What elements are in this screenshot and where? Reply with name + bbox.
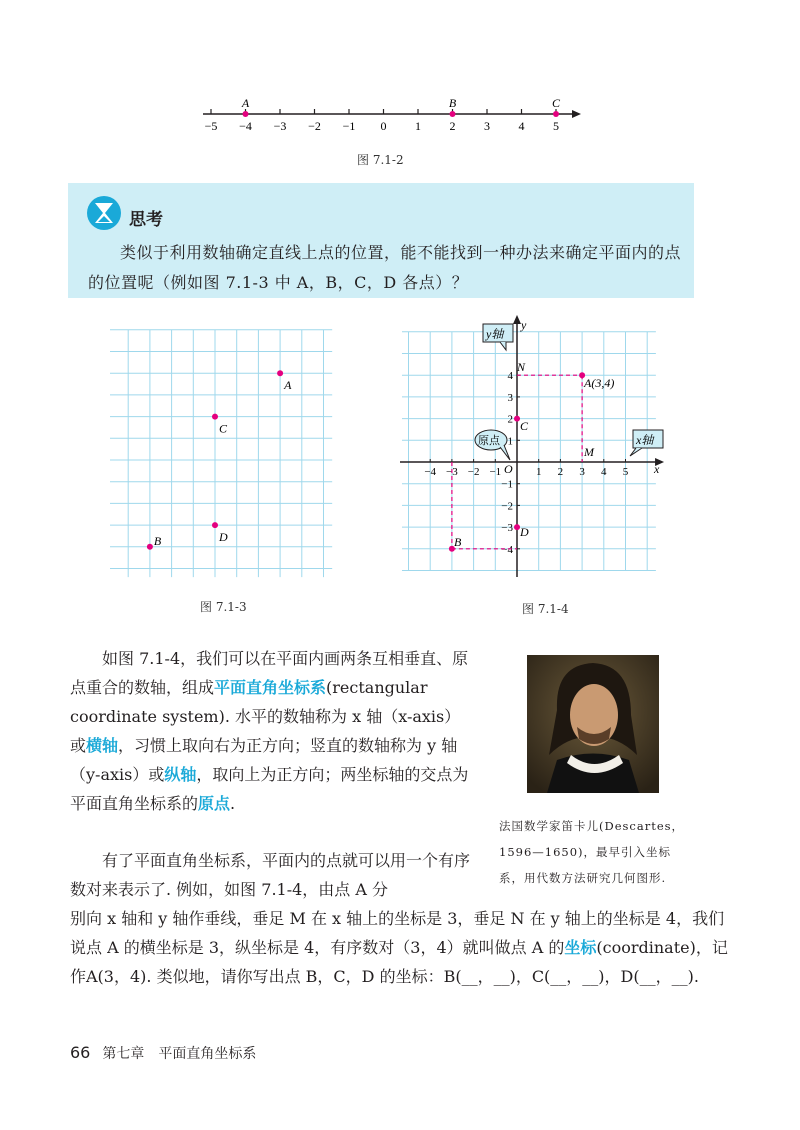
point-B	[450, 111, 456, 117]
point-C	[212, 414, 218, 420]
think-text: 类似于利用数轴确定直线上点的位置，能不能找到一种办法来确定平面内的点的位置呢（例如图 7.1-3 中 A，B，C，D 各点）？	[88, 243, 682, 292]
body-text: 如图 7.1-4，我们可以在平面内画两条互相	[70, 649, 405, 668]
point-C	[553, 111, 559, 117]
body-text: (coordinate)，记作A(3，4). 类似地，请你写出点 B，C，D 的坐标：B(__，__)，C(__，__)，D(__，__).	[70, 938, 728, 986]
y-tick-label: 3	[507, 391, 513, 404]
tick-label: −2	[308, 119, 321, 133]
paragraph-2-rest	[70, 904, 730, 991]
x-tick-label: −2	[467, 466, 480, 478]
portrait-caption-line-2: 1596—1650)，最早引入坐标	[499, 845, 672, 859]
body-text: (rectangular coordinate system). 水平的数轴称为 x 轴（x-axis）或	[70, 678, 461, 755]
descartes-portrait	[527, 655, 659, 793]
point-A	[243, 111, 249, 117]
figure-7-1-4	[400, 315, 680, 590]
number-line	[195, 88, 595, 138]
y-tick-label: −1	[501, 478, 513, 491]
point-label-B: B	[153, 533, 162, 548]
body-text: 别向 x 轴和 y 轴作垂线，垂足 M 在 x 轴上的坐标是 3，垂足 N 在 y 轴上的坐标是 4，我们说点 A 的横坐标是 3，纵坐标是 4，有序数对（3，4）就叫做点 A 的	[70, 909, 725, 957]
portrait-caption	[499, 813, 719, 891]
y-tick-label: −4	[501, 543, 513, 556]
chapter-title: 第七章 平面直角坐标系	[102, 1046, 257, 1062]
x-tick-label: 2	[557, 466, 564, 478]
x-tick-label: 4	[601, 466, 607, 478]
x-tick-label: −4	[424, 466, 437, 478]
figure-caption-7-1-4: 图 7.1-4	[522, 602, 569, 616]
tick-label: 5	[553, 119, 559, 133]
tick-label: 3	[484, 119, 490, 133]
tick-label: −1	[342, 119, 356, 133]
figure-caption-7-1-3: 图 7.1-3	[200, 600, 247, 614]
y-axis-var: y	[521, 318, 527, 332]
page-number: 66	[70, 1043, 91, 1062]
tick-label: 1	[415, 119, 421, 133]
point-label-D: D	[219, 530, 228, 545]
point-B	[147, 544, 153, 550]
point-A	[277, 370, 283, 376]
label-C: C	[520, 419, 529, 433]
x-tick-label: 3	[579, 466, 585, 478]
key-term: 原点	[198, 794, 231, 813]
x-tick-label: 5	[622, 466, 629, 478]
body-text: 垂直、原点重合的数轴，组成	[70, 649, 469, 697]
y-tick-label: 4	[507, 370, 513, 383]
label-B: B	[454, 535, 462, 549]
point-label-A: A	[241, 96, 250, 110]
key-term: 坐标	[564, 938, 597, 957]
point-label-C: C	[551, 96, 561, 110]
key-term: 平面直角坐标系	[214, 678, 327, 697]
figure-caption-7-1-2: 图 7.1-2	[357, 153, 404, 167]
origin-callout-text: 原点	[478, 435, 500, 447]
tick-label: −4	[239, 119, 252, 133]
y-tick-label: 2	[507, 413, 513, 426]
point-label-A: A	[284, 378, 292, 393]
paragraph-2-start: 有了平面直角坐标系，平面内的点就可以用一个有序数对来表示了. 例如，如图 7.1-4，由点 A 分	[70, 851, 471, 899]
x-tick-label: 1	[535, 466, 542, 478]
figure-7-1-3	[110, 320, 360, 580]
label-D: D	[520, 525, 529, 539]
x-axis-var: x	[654, 462, 660, 476]
paragraph-1	[70, 644, 470, 818]
hourglass-icon	[86, 195, 122, 231]
tick-label: 2	[449, 119, 456, 133]
point-label-B: B	[448, 96, 457, 110]
y-axis-callout	[483, 324, 513, 350]
point-label-C: C	[219, 421, 228, 436]
key-term: 纵轴	[164, 765, 197, 784]
think-title: 思考	[129, 210, 163, 230]
label-A-coord: A(3,4)	[584, 376, 615, 390]
tick-label: −3	[273, 119, 287, 133]
y-tick-label: 1	[507, 435, 513, 448]
point-D	[212, 522, 218, 528]
body-text: ，取向上为正方向；两坐标轴的交点为平面直角坐标系的	[70, 765, 469, 813]
y-axis-callout-text: y轴	[486, 327, 504, 341]
label-M: M	[584, 445, 594, 459]
y-tick-label: −3	[501, 522, 513, 535]
portrait-caption-line-3: 系，用代数方法研究几何图形.	[499, 871, 667, 885]
portrait-caption-line-1: 法国数学家笛卡儿(Descartes，	[499, 819, 685, 833]
x-axis-callout-text: x轴	[636, 433, 654, 447]
x-tick-label: −3	[446, 466, 458, 478]
body-text: .	[230, 794, 236, 813]
tick-label: −5	[204, 119, 218, 133]
origin-callout	[475, 430, 510, 460]
x-axis-callout	[630, 430, 663, 456]
tick-label: 0	[380, 119, 387, 133]
label-N: N	[517, 360, 526, 374]
origin-label: O	[504, 462, 513, 476]
body-text: ，习惯上取向右为正方向；竖直的数轴称为 y 轴（y-axis）或	[70, 736, 458, 784]
page-footer	[70, 1043, 256, 1063]
key-term: 横轴	[86, 736, 119, 755]
y-axis-arrow	[513, 315, 521, 324]
tick-label: 4	[518, 119, 525, 133]
x-tick-label: −1	[489, 466, 502, 478]
y-tick-label: −2	[501, 500, 513, 513]
